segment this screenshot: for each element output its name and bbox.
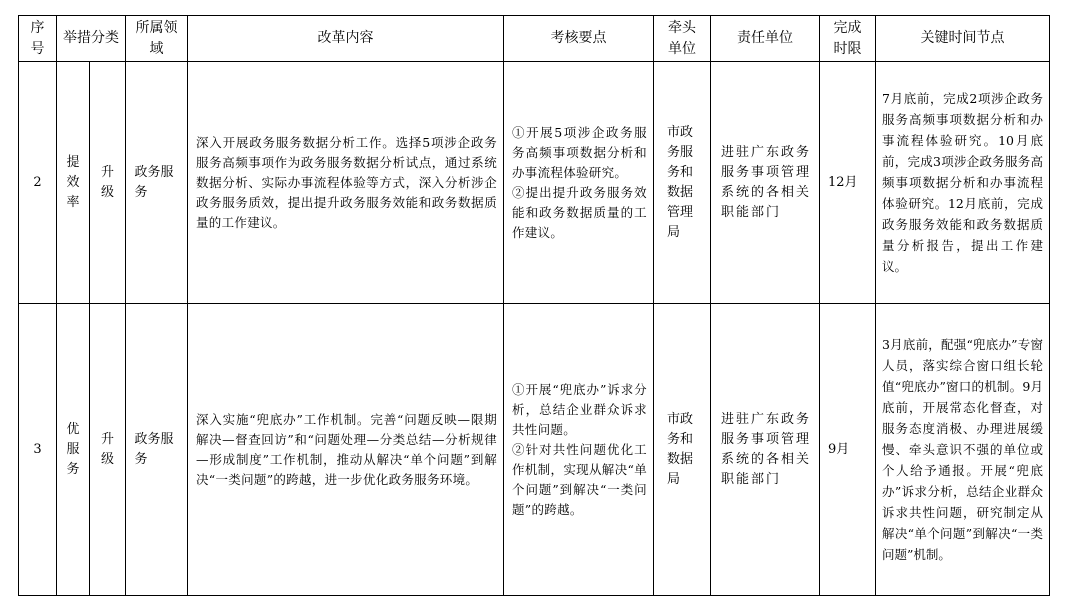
row-assessment <box>504 304 654 596</box>
row-field: 政务服务 <box>126 304 188 596</box>
row-deadline: 9月 <box>820 304 876 596</box>
row-content: 深入开展政务服务数据分析工作。选择5项涉企政务服务高频事项作为政务服务数据分析试点，通过系统数据分析、实际办事流程体验等方式，深入分析涉企政务服务质效，提出提升政务服务效能和政务数据质量的工作建议。 <box>188 62 504 304</box>
assessment-item: ②提出提升政务服务效能和政务数据质量的工作建议。 <box>512 184 647 240</box>
table-row <box>19 304 1050 596</box>
header-resp-unit: 责任单位 <box>711 16 820 62</box>
reform-table <box>18 15 1050 596</box>
row-resp-unit: 进驻广东政务服务事项管理系统的各相关职能部门 <box>711 62 820 304</box>
row-content: 深入实施“兜底办”工作机制。完善“问题反映—限期解决—督查回访”和“问题处理—分类总结—分析规律—形成制度”工作机制，推动从解决“单个问题”到解决“一类问题”的跨越，进一步优化政务服务环境。 <box>188 304 504 596</box>
assessment-item: ①开展“兜底办”诉求分析，总结企业群众诉求共性问题。 <box>512 381 647 437</box>
header-deadline: 完成时限 <box>820 16 876 62</box>
row-category-main: 提效率 <box>57 62 90 304</box>
table-row <box>19 62 1050 304</box>
row-category-sub: 升级 <box>90 304 126 596</box>
row-category-main: 优服务 <box>57 304 90 596</box>
row-lead-unit: 市政务服务和数据管理局 <box>654 62 711 304</box>
row-category-sub: 升级 <box>90 62 126 304</box>
assessment-item: ②针对共性问题优化工作机制，实现从解决“单个问题”到解决“一类问题”的跨越。 <box>512 441 647 517</box>
header-row <box>19 16 1050 62</box>
row-assessment <box>504 62 654 304</box>
row-resp-unit: 进驻广东政务服务事项管理系统的各相关职能部门 <box>711 304 820 596</box>
header-category: 举措分类 <box>57 16 126 62</box>
row-seq: 2 <box>19 62 57 304</box>
assessment-item: ①开展5项涉企政务服务高频事项数据分析和办事流程体验研究。 <box>512 124 647 180</box>
header-milestones: 关键时间节点 <box>876 16 1050 62</box>
header-field: 所属领域 <box>126 16 188 62</box>
row-field: 政务服务 <box>126 62 188 304</box>
header-seq: 序号 <box>19 16 57 62</box>
row-lead-unit: 市政务和数据局 <box>654 304 711 596</box>
row-milestones: 7月底前，完成2项涉企政务服务高频事项数据分析和办事流程体验研究。10月底前，完成3项涉企政务服务高频事项数据分析和办事流程体验研究。12月底前，完成政务服务效能和政务数据质量分析报告，提出工作建议。 <box>876 62 1050 304</box>
row-seq: 3 <box>19 304 57 596</box>
header-lead-unit: 牵头单位 <box>654 16 711 62</box>
row-milestones: 3月底前，配强“兜底办”专窗人员，落实综合窗口组长轮值“兜底办”窗口的机制。9月底前，开展常态化督查，对服务态度消极、办理进展缓慢、牵头意识不强的单位或个人给予通报。开展“兜底办”诉求分析，总结企业群众诉求共性问题，研究制定从解决“单个问题”到解决“一类问题”机制。 <box>876 304 1050 596</box>
row-deadline: 12月 <box>820 62 876 304</box>
header-assessment: 考核要点 <box>504 16 654 62</box>
header-content: 改革内容 <box>188 16 504 62</box>
